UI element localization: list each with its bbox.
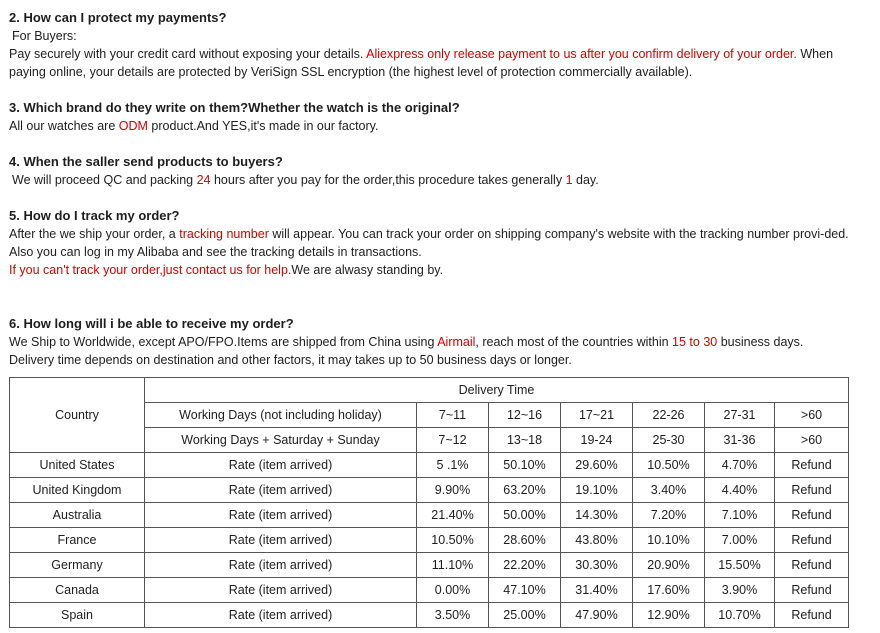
row-label: Rate (item arrived) [145, 528, 417, 553]
table-cell: 0.00% [417, 578, 489, 603]
row-label: Rate (item arrived) [145, 453, 417, 478]
table-cell: 50.10% [489, 453, 561, 478]
table-row [10, 478, 849, 503]
table-row [10, 528, 849, 553]
section-title: 2. How can I protect my payments? [9, 10, 227, 25]
table-cell: 47.90% [561, 603, 633, 628]
table-cell: 19.10% [561, 478, 633, 503]
section-title: 4. When the saller send products to buyers? [9, 154, 283, 169]
table-cell: Refund [775, 553, 849, 578]
table-cell: 4.70% [705, 453, 775, 478]
table-row [10, 603, 849, 628]
table-cell: 3.40% [633, 478, 705, 503]
row-label: Working Days (not including holiday) [145, 403, 417, 428]
table-cell: 7.10% [705, 503, 775, 528]
table-cell: 63.20% [489, 478, 561, 503]
table-cell: Refund [775, 528, 849, 553]
table-row [10, 503, 849, 528]
brand-answer: All our watches are ODM product.And YES,it's made in our factory. [9, 119, 379, 133]
faq-section-shipping-time [9, 153, 872, 189]
table-cell: 30.30% [561, 553, 633, 578]
country-cell: France [10, 528, 145, 553]
table-cell: 20.90% [633, 553, 705, 578]
faq-section-tracking [9, 207, 872, 279]
table-cell: Refund [775, 453, 849, 478]
country-cell: Germany [10, 553, 145, 578]
table-cell: 13~18 [489, 428, 561, 453]
table-cell: 47.10% [489, 578, 561, 603]
table-cell: 3.90% [705, 578, 775, 603]
delivery-note: Delivery time depends on destination and other factors, it may takes up to 50 business days or longer. [9, 353, 572, 367]
country-cell: Spain [10, 603, 145, 628]
payment-paragraph: Pay securely with your credit card without exposing your details. Aliexpress only release payment to us after you confirm delivery of your order. When paying online, your details are protected by VeriSign SSL encryption (the highest level of protection commercially available). [9, 47, 834, 79]
table-cell: 22.20% [489, 553, 561, 578]
table-cell: 25.00% [489, 603, 561, 628]
table-cell: 10.50% [633, 453, 705, 478]
table-cell: Refund [775, 578, 849, 603]
table-cell: 50.00% [489, 503, 561, 528]
table-cell: 7~12 [417, 428, 489, 453]
table-cell: 10.50% [417, 528, 489, 553]
table-header-row [10, 378, 849, 403]
section-title: 3. Which brand do they write on them?Whether the watch is the original? [9, 100, 460, 115]
table-cell: 43.80% [561, 528, 633, 553]
country-cell: United States [10, 453, 145, 478]
tracking-contact: If you can't track your order,just contact us for help.We are alwasy standing by. [9, 263, 444, 277]
row-label: Rate (item arrived) [145, 553, 417, 578]
table-cell: 27-31 [705, 403, 775, 428]
tracking-answer: After the we ship your order, a tracking number will appear. You can track your order on shipping company's website with the tracking number provi-ded. [9, 227, 849, 241]
faq-section-brand [9, 99, 872, 135]
table-cell: 10.70% [705, 603, 775, 628]
delivery-answer: We Ship to Worldwide, except APO/FPO.Items are shipped from China using Airmail, reach most of the countries within 15 to 30 business days. [9, 335, 804, 349]
table-cell: 5 .1% [417, 453, 489, 478]
table-cell: 3.50% [417, 603, 489, 628]
tracking-alibaba: Also you can log in my Alibaba and see the tracking details in transactions. [9, 245, 422, 259]
country-header: Country [10, 378, 145, 453]
table-cell: 29.60% [561, 453, 633, 478]
table-row [10, 553, 849, 578]
table-cell: 31.40% [561, 578, 633, 603]
table-cell: 25-30 [633, 428, 705, 453]
faq-section-payments [9, 9, 872, 81]
table-cell: Refund [775, 503, 849, 528]
table-cell: Refund [775, 478, 849, 503]
row-label: Rate (item arrived) [145, 478, 417, 503]
table-cell: 12.90% [633, 603, 705, 628]
table-row [10, 453, 849, 478]
row-label: Working Days + Saturday + Sunday [145, 428, 417, 453]
table-cell: 11.10% [417, 553, 489, 578]
table-cell: 14.30% [561, 503, 633, 528]
table-cell: 17~21 [561, 403, 633, 428]
table-cell: >60 [775, 403, 849, 428]
table-cell: 4.40% [705, 478, 775, 503]
table-cell: 12~16 [489, 403, 561, 428]
table-row [10, 578, 849, 603]
table-cell: 10.10% [633, 528, 705, 553]
table-cell: 19-24 [561, 428, 633, 453]
row-label: Rate (item arrived) [145, 603, 417, 628]
delivery-time-header: Delivery Time [145, 378, 849, 403]
table-cell: >60 [775, 428, 849, 453]
table-cell: 9.90% [417, 478, 489, 503]
delivery-time-table [9, 377, 849, 628]
row-label: Rate (item arrived) [145, 578, 417, 603]
country-cell: Canada [10, 578, 145, 603]
section-title: 6. How long will i be able to receive my order? [9, 316, 294, 331]
table-cell: Refund [775, 603, 849, 628]
table-cell: 17.60% [633, 578, 705, 603]
table-cell: 28.60% [489, 528, 561, 553]
table-cell: 22-26 [633, 403, 705, 428]
table-cell: 7~11 [417, 403, 489, 428]
country-cell: United Kingdom [10, 478, 145, 503]
section-title: 5. How do I track my order? [9, 208, 180, 223]
faq-section-delivery [9, 315, 872, 369]
table-cell: 15.50% [705, 553, 775, 578]
table-cell: 31-36 [705, 428, 775, 453]
country-cell: Australia [10, 503, 145, 528]
table-cell: 7.20% [633, 503, 705, 528]
row-label: Rate (item arrived) [145, 503, 417, 528]
buyers-label: For Buyers: [12, 29, 77, 43]
table-cell: 7.00% [705, 528, 775, 553]
shipping-answer: We will proceed QC and packing 24 hours after you pay for the order,this procedure takes generally 1 day. [12, 173, 599, 187]
table-cell: 21.40% [417, 503, 489, 528]
